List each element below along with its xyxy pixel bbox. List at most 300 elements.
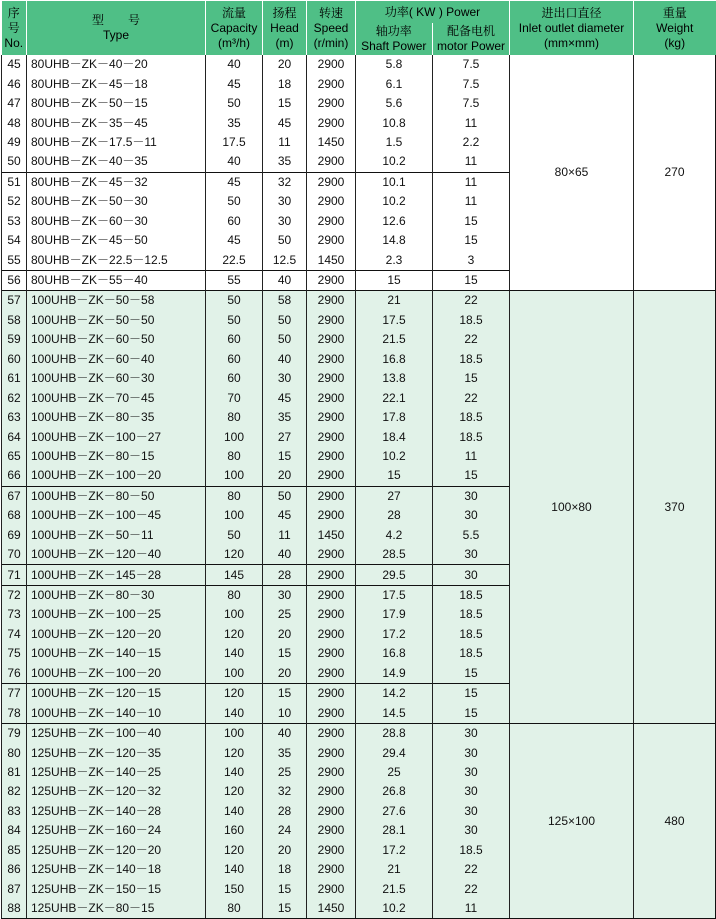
- row-capacity: 50: [206, 311, 263, 330]
- row-speed: 1450: [307, 899, 356, 919]
- row-speed: 2900: [307, 841, 356, 860]
- row-type: 80UHB－ZK－55－40: [27, 270, 206, 290]
- table-body: [2, 55, 716, 919]
- row-type: 100UHB－ZK－120－40: [27, 545, 206, 565]
- row-motor-power: 15: [433, 703, 510, 723]
- row-shaft-power: 22.1: [356, 388, 433, 407]
- row-capacity: 40: [206, 152, 263, 172]
- row-type: 100UHB－ZK－100－20: [27, 664, 206, 684]
- row-head: 18: [263, 860, 307, 879]
- row-speed: 2900: [307, 388, 356, 407]
- row-head: 32: [263, 782, 307, 801]
- row-speed: 2900: [307, 270, 356, 290]
- row-capacity: 17.5: [206, 133, 263, 152]
- row-head: 45: [263, 388, 307, 407]
- row-no: 54: [2, 231, 27, 250]
- row-head: 12.5: [263, 250, 307, 270]
- row-speed: 2900: [307, 644, 356, 663]
- row-capacity: 100: [206, 506, 263, 525]
- row-speed: 2900: [307, 684, 356, 704]
- row-capacity: 70: [206, 388, 263, 407]
- row-shaft-power: 1.5: [356, 133, 433, 152]
- row-head: 11: [263, 133, 307, 152]
- row-head: 40: [263, 270, 307, 290]
- row-capacity: 100: [206, 427, 263, 446]
- row-no: 71: [2, 565, 27, 585]
- row-capacity: 35: [206, 113, 263, 132]
- row-no: 57: [2, 291, 27, 311]
- row-shaft-power: 4.2: [356, 526, 433, 545]
- group-inlet-diameter: 125×100: [510, 723, 634, 918]
- row-speed: 2900: [307, 94, 356, 113]
- row-head: 50: [263, 330, 307, 349]
- group-weight: 480: [634, 723, 716, 918]
- row-shaft-power: 26.8: [356, 782, 433, 801]
- row-speed: 2900: [307, 330, 356, 349]
- row-motor-power: 22: [433, 330, 510, 349]
- row-type: 100UHB－ZK－50－11: [27, 526, 206, 545]
- row-motor-power: 30: [433, 506, 510, 525]
- row-shaft-power: 17.5: [356, 585, 433, 605]
- row-speed: 2900: [307, 350, 356, 369]
- row-speed: 1450: [307, 526, 356, 545]
- row-speed: 2900: [307, 74, 356, 93]
- row-no: 60: [2, 350, 27, 369]
- row-capacity: 140: [206, 860, 263, 879]
- row-type: 125UHB－ZK－120－32: [27, 782, 206, 801]
- row-type: 100UHB－ZK－80－50: [27, 486, 206, 506]
- row-type: 80UHB－ZK－45－32: [27, 172, 206, 192]
- row-speed: 2900: [307, 447, 356, 466]
- row-speed: 2900: [307, 212, 356, 231]
- row-shaft-power: 2.3: [356, 250, 433, 270]
- row-speed: 2900: [307, 311, 356, 330]
- header-power: 功率( KW ) Power: [356, 1, 510, 23]
- row-no: 58: [2, 311, 27, 330]
- row-speed: 2900: [307, 466, 356, 486]
- row-shaft-power: 17.9: [356, 605, 433, 624]
- row-motor-power: 3: [433, 250, 510, 270]
- row-head: 15: [263, 879, 307, 898]
- row-speed: 2900: [307, 763, 356, 782]
- row-capacity: 50: [206, 291, 263, 311]
- row-shaft-power: 27.6: [356, 802, 433, 821]
- row-head: 30: [263, 192, 307, 211]
- row-type: 100UHB－ZK－80－30: [27, 585, 206, 605]
- row-head: 35: [263, 408, 307, 427]
- row-capacity: 100: [206, 466, 263, 486]
- row-capacity: 60: [206, 212, 263, 231]
- table-row: [2, 291, 716, 311]
- row-head: 58: [263, 291, 307, 311]
- row-capacity: 140: [206, 763, 263, 782]
- row-no: 64: [2, 427, 27, 446]
- row-type: 125UHB－ZK－100－40: [27, 723, 206, 743]
- row-type: 100UHB－ZK－100－20: [27, 466, 206, 486]
- row-shaft-power: 10.8: [356, 113, 433, 132]
- row-capacity: 60: [206, 369, 263, 388]
- row-no: 81: [2, 763, 27, 782]
- row-motor-power: 15: [433, 369, 510, 388]
- row-type: 125UHB－ZK－140－25: [27, 763, 206, 782]
- row-motor-power: 15: [433, 466, 510, 486]
- row-head: 24: [263, 821, 307, 840]
- row-capacity: 40: [206, 55, 263, 74]
- row-no: 74: [2, 625, 27, 644]
- row-shaft-power: 18.4: [356, 427, 433, 446]
- row-type: 80UHB－ZK－17.5－11: [27, 133, 206, 152]
- row-capacity: 120: [206, 684, 263, 704]
- header-speed: 转速 Speed (r/min): [307, 1, 356, 55]
- table-row: [2, 723, 716, 743]
- row-speed: 2900: [307, 605, 356, 624]
- row-motor-power: 30: [433, 565, 510, 585]
- row-motor-power: 7.5: [433, 55, 510, 74]
- row-head: 50: [263, 311, 307, 330]
- row-shaft-power: 17.2: [356, 625, 433, 644]
- row-no: 56: [2, 270, 27, 290]
- row-speed: 2900: [307, 585, 356, 605]
- row-shaft-power: 13.8: [356, 369, 433, 388]
- row-no: 82: [2, 782, 27, 801]
- row-speed: 2900: [307, 152, 356, 172]
- row-type: 125UHB－ZK－140－18: [27, 860, 206, 879]
- row-type: 100UHB－ZK－70－45: [27, 388, 206, 407]
- row-shaft-power: 21: [356, 860, 433, 879]
- row-head: 40: [263, 545, 307, 565]
- row-shaft-power: 28: [356, 506, 433, 525]
- row-speed: 2900: [307, 408, 356, 427]
- row-type: 80UHB－ZK－45－18: [27, 74, 206, 93]
- header-weight: 重量 Weight (kg): [634, 1, 716, 55]
- row-no: 48: [2, 113, 27, 132]
- row-type: 100UHB－ZK－60－30: [27, 369, 206, 388]
- row-motor-power: 2.2: [433, 133, 510, 152]
- row-speed: 1450: [307, 133, 356, 152]
- row-no: 62: [2, 388, 27, 407]
- row-head: 15: [263, 684, 307, 704]
- row-type: 80UHB－ZK－50－30: [27, 192, 206, 211]
- row-capacity: 120: [206, 625, 263, 644]
- row-capacity: 100: [206, 664, 263, 684]
- row-no: 84: [2, 821, 27, 840]
- row-head: 27: [263, 427, 307, 446]
- row-motor-power: 22: [433, 291, 510, 311]
- row-speed: 2900: [307, 231, 356, 250]
- header-capacity: 流量 Capacity (m³/h): [206, 1, 263, 55]
- row-capacity: 140: [206, 644, 263, 663]
- row-type: 125UHB－ZK－80－15: [27, 899, 206, 919]
- row-type: 80UHB－ZK－50－15: [27, 94, 206, 113]
- row-shaft-power: 21.5: [356, 330, 433, 349]
- row-head: 25: [263, 763, 307, 782]
- row-head: 50: [263, 231, 307, 250]
- row-speed: 2900: [307, 821, 356, 840]
- row-type: 125UHB－ZK－120－35: [27, 743, 206, 762]
- row-speed: 2900: [307, 192, 356, 211]
- row-no: 45: [2, 55, 27, 74]
- row-speed: 2900: [307, 879, 356, 898]
- row-type: 80UHB－ZK－45－50: [27, 231, 206, 250]
- row-type: 80UHB－ZK－40－35: [27, 152, 206, 172]
- row-no: 80: [2, 743, 27, 762]
- row-shaft-power: 10.2: [356, 152, 433, 172]
- row-motor-power: 15: [433, 212, 510, 231]
- group-weight: 370: [634, 291, 716, 724]
- row-motor-power: 11: [433, 152, 510, 172]
- row-speed: 2900: [307, 860, 356, 879]
- row-no: 52: [2, 192, 27, 211]
- row-head: 20: [263, 625, 307, 644]
- row-type: 100UHB－ZK－60－40: [27, 350, 206, 369]
- row-capacity: 80: [206, 899, 263, 919]
- row-motor-power: 11: [433, 172, 510, 192]
- row-no: 53: [2, 212, 27, 231]
- row-capacity: 45: [206, 74, 263, 93]
- row-no: 88: [2, 899, 27, 919]
- row-type: 125UHB－ZK－160－24: [27, 821, 206, 840]
- row-capacity: 80: [206, 447, 263, 466]
- row-type: 100UHB－ZK－100－25: [27, 605, 206, 624]
- row-shaft-power: 14.8: [356, 231, 433, 250]
- row-type: 100UHB－ZK－50－58: [27, 291, 206, 311]
- row-head: 20: [263, 55, 307, 74]
- row-head: 30: [263, 585, 307, 605]
- row-shaft-power: 17.5: [356, 311, 433, 330]
- row-shaft-power: 28.1: [356, 821, 433, 840]
- row-no: 76: [2, 664, 27, 684]
- row-motor-power: 15: [433, 270, 510, 290]
- row-shaft-power: 16.8: [356, 644, 433, 663]
- header-shaft-power: 轴功率 Shaft Power: [356, 23, 433, 55]
- row-no: 68: [2, 506, 27, 525]
- row-capacity: 140: [206, 802, 263, 821]
- row-capacity: 45: [206, 231, 263, 250]
- row-head: 32: [263, 172, 307, 192]
- row-motor-power: 7.5: [433, 94, 510, 113]
- row-shaft-power: 6.1: [356, 74, 433, 93]
- row-shaft-power: 21: [356, 291, 433, 311]
- group-inlet-diameter: 80×65: [510, 55, 634, 291]
- row-shaft-power: 16.8: [356, 350, 433, 369]
- row-head: 35: [263, 152, 307, 172]
- row-head: 25: [263, 605, 307, 624]
- row-motor-power: 15: [433, 664, 510, 684]
- row-shaft-power: 14.5: [356, 703, 433, 723]
- row-capacity: 55: [206, 270, 263, 290]
- row-shaft-power: 15: [356, 270, 433, 290]
- row-no: 70: [2, 545, 27, 565]
- row-motor-power: 30: [433, 545, 510, 565]
- row-shaft-power: 15: [356, 466, 433, 486]
- row-shaft-power: 10.1: [356, 172, 433, 192]
- row-type: 125UHB－ZK－150－15: [27, 879, 206, 898]
- row-capacity: 60: [206, 350, 263, 369]
- row-speed: 2900: [307, 545, 356, 565]
- row-type: 100UHB－ZK－145－28: [27, 565, 206, 585]
- row-capacity: 80: [206, 486, 263, 506]
- row-type: 80UHB－ZK－22.5－12.5: [27, 250, 206, 270]
- row-type: 100UHB－ZK－100－27: [27, 427, 206, 446]
- row-type: 100UHB－ZK－120－20: [27, 625, 206, 644]
- row-type: 100UHB－ZK－120－15: [27, 684, 206, 704]
- row-head: 45: [263, 113, 307, 132]
- row-motor-power: 11: [433, 899, 510, 919]
- row-type: 100UHB－ZK－50－50: [27, 311, 206, 330]
- row-no: 55: [2, 250, 27, 270]
- pump-spec-table: [1, 1, 716, 919]
- row-capacity: 60: [206, 330, 263, 349]
- row-no: 61: [2, 369, 27, 388]
- row-motor-power: 30: [433, 782, 510, 801]
- row-type: 100UHB－ZK－80－35: [27, 408, 206, 427]
- row-motor-power: 15: [433, 684, 510, 704]
- row-motor-power: 30: [433, 486, 510, 506]
- row-capacity: 100: [206, 723, 263, 743]
- row-head: 15: [263, 447, 307, 466]
- row-motor-power: 22: [433, 860, 510, 879]
- row-no: 47: [2, 94, 27, 113]
- row-motor-power: 18.5: [433, 311, 510, 330]
- row-no: 49: [2, 133, 27, 152]
- group-weight: 270: [634, 55, 716, 291]
- row-shaft-power: 5.8: [356, 55, 433, 74]
- row-capacity: 80: [206, 585, 263, 605]
- row-no: 72: [2, 585, 27, 605]
- row-no: 46: [2, 74, 27, 93]
- header-inlet: 进出口直径 Inlet outlet diameter (mm×mm): [510, 1, 634, 55]
- row-shaft-power: 10.2: [356, 899, 433, 919]
- row-speed: 2900: [307, 782, 356, 801]
- row-capacity: 120: [206, 841, 263, 860]
- row-motor-power: 30: [433, 743, 510, 762]
- row-type: 100UHB－ZK－100－45: [27, 506, 206, 525]
- row-shaft-power: 10.2: [356, 192, 433, 211]
- row-head: 50: [263, 486, 307, 506]
- row-capacity: 100: [206, 605, 263, 624]
- row-speed: 2900: [307, 625, 356, 644]
- row-capacity: 145: [206, 565, 263, 585]
- row-capacity: 45: [206, 172, 263, 192]
- row-motor-power: 30: [433, 763, 510, 782]
- row-no: 69: [2, 526, 27, 545]
- row-capacity: 120: [206, 743, 263, 762]
- row-shaft-power: 12.6: [356, 212, 433, 231]
- row-head: 15: [263, 644, 307, 663]
- row-no: 77: [2, 684, 27, 704]
- group-inlet-diameter: 100×80: [510, 291, 634, 724]
- row-head: 18: [263, 74, 307, 93]
- row-speed: 2900: [307, 486, 356, 506]
- row-capacity: 50: [206, 526, 263, 545]
- row-motor-power: 11: [433, 113, 510, 132]
- row-shaft-power: 28.5: [356, 545, 433, 565]
- header-motor-power: 配备电机 motor Power: [433, 23, 510, 55]
- row-type: 80UHB－ZK－40－20: [27, 55, 206, 74]
- row-shaft-power: 14.9: [356, 664, 433, 684]
- table-header: [2, 1, 716, 55]
- row-shaft-power: 17.8: [356, 408, 433, 427]
- row-type: 80UHB－ZK－35－45: [27, 113, 206, 132]
- row-no: 75: [2, 644, 27, 663]
- header-type: 型 号 Type: [27, 1, 206, 55]
- row-no: 59: [2, 330, 27, 349]
- row-speed: 2900: [307, 369, 356, 388]
- row-head: 20: [263, 841, 307, 860]
- row-motor-power: 15: [433, 231, 510, 250]
- row-head: 15: [263, 899, 307, 919]
- row-no: 67: [2, 486, 27, 506]
- row-capacity: 120: [206, 782, 263, 801]
- row-head: 30: [263, 212, 307, 231]
- row-speed: 2900: [307, 565, 356, 585]
- row-head: 11: [263, 526, 307, 545]
- row-head: 45: [263, 506, 307, 525]
- row-speed: 2900: [307, 723, 356, 743]
- row-motor-power: 18.5: [433, 585, 510, 605]
- row-speed: 2900: [307, 743, 356, 762]
- table-row: [2, 55, 716, 74]
- row-motor-power: 18.5: [433, 605, 510, 624]
- row-no: 66: [2, 466, 27, 486]
- row-capacity: 22.5: [206, 250, 263, 270]
- row-motor-power: 18.5: [433, 644, 510, 663]
- row-head: 30: [263, 369, 307, 388]
- row-no: 87: [2, 879, 27, 898]
- row-type: 125UHB－ZK－120－20: [27, 841, 206, 860]
- header-head: 扬程 Head (m): [263, 1, 307, 55]
- row-capacity: 50: [206, 94, 263, 113]
- row-no: 85: [2, 841, 27, 860]
- row-shaft-power: 17.2: [356, 841, 433, 860]
- row-no: 78: [2, 703, 27, 723]
- row-motor-power: 18.5: [433, 427, 510, 446]
- row-head: 28: [263, 802, 307, 821]
- row-shaft-power: 25: [356, 763, 433, 782]
- row-motor-power: 7.5: [433, 74, 510, 93]
- row-motor-power: 18.5: [433, 841, 510, 860]
- row-speed: 1450: [307, 250, 356, 270]
- row-shaft-power: 21.5: [356, 879, 433, 898]
- row-shaft-power: 10.2: [356, 447, 433, 466]
- row-motor-power: 11: [433, 447, 510, 466]
- row-no: 83: [2, 802, 27, 821]
- row-speed: 2900: [307, 113, 356, 132]
- row-type: 125UHB－ZK－140－28: [27, 802, 206, 821]
- row-no: 50: [2, 152, 27, 172]
- row-motor-power: 30: [433, 723, 510, 743]
- row-no: 65: [2, 447, 27, 466]
- row-motor-power: 5.5: [433, 526, 510, 545]
- row-speed: 2900: [307, 506, 356, 525]
- row-motor-power: 22: [433, 388, 510, 407]
- row-capacity: 140: [206, 703, 263, 723]
- row-motor-power: 18.5: [433, 625, 510, 644]
- row-motor-power: 30: [433, 802, 510, 821]
- row-motor-power: 22: [433, 879, 510, 898]
- row-no: 73: [2, 605, 27, 624]
- row-no: 51: [2, 172, 27, 192]
- row-shaft-power: 29.5: [356, 565, 433, 585]
- row-speed: 2900: [307, 703, 356, 723]
- row-speed: 2900: [307, 55, 356, 74]
- row-no: 63: [2, 408, 27, 427]
- row-type: 80UHB－ZK－60－30: [27, 212, 206, 231]
- row-capacity: 150: [206, 879, 263, 898]
- header-no: 序 号 No.: [2, 1, 27, 55]
- row-speed: 2900: [307, 664, 356, 684]
- row-speed: 2900: [307, 427, 356, 446]
